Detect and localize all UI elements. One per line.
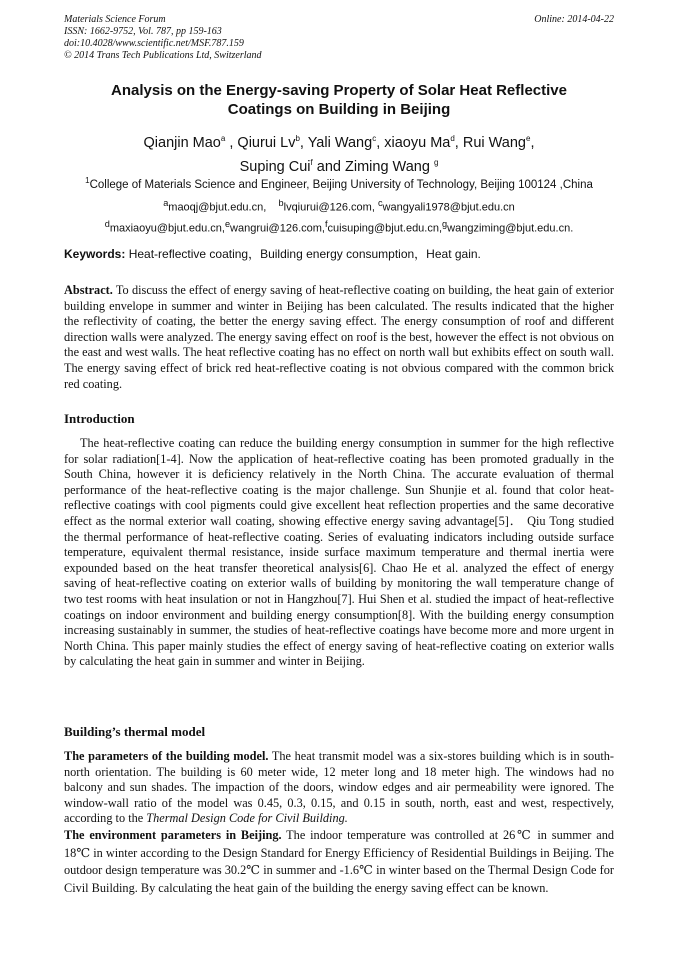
journal-name: Materials Science Forum <box>64 14 166 25</box>
author-name: Qianjin Mao <box>143 134 221 151</box>
keywords-label: Keywords: <box>64 247 126 261</box>
keywords <box>64 246 614 262</box>
email-line-2 <box>64 216 614 237</box>
environment-paragraph <box>64 827 614 897</box>
email-address[interactable]: wangrui@126.com, <box>230 222 325 235</box>
introduction-heading: Introduction <box>64 411 135 426</box>
keywords-text: Heat-reflective coating，Building energy consumption，Heat gain. <box>125 247 481 261</box>
paper-title <box>64 81 614 119</box>
author-list <box>64 129 614 177</box>
email-line-1 <box>64 195 614 216</box>
email-address[interactable]: wangyali1978@bjut.edu.cn <box>382 201 515 214</box>
author-name: Yali Wang <box>307 134 373 151</box>
author-sup: c <box>372 134 377 143</box>
building-model-code: Thermal Design Code for Civil Building. <box>146 811 348 826</box>
building-model-label: The parameters of the building model. <box>64 749 269 763</box>
environment-text: The indoor temperature was controlled at 26℃ in summer and 18℃ in winter according to the Design Standard for Energy Efficiency of Residential Buildings in Beijing. The outdoor design temperature was 30.2℃ in summer and -1.6℃ in winter based on the Thermal Design Code for Civil Building. By calculating the heat gain of the building the energy saving effect can be known. <box>64 828 614 895</box>
author-sup: f <box>310 157 313 167</box>
building-model-text: The heat transmit model was a six-stores building which is in south-north orientation. The building is 60 meter wide, 12 meter long and 18 meter high. The windows had no balcony and sun shades. The impaction of the doors, window edges and air permeability were ignored. The window-wall ratio of the model was 0.45, 0.3, 0.15, and 0.15 in south, north, east and west, respectively, according to the <box>64 749 615 826</box>
email-sup: c <box>377 198 383 208</box>
author-sup: e <box>526 134 531 143</box>
title-line-2: Coatings on Building in Beijing <box>227 101 451 118</box>
building-model-paragraph <box>64 749 614 827</box>
email-address[interactable]: maoqj@bjut.edu.cn, <box>168 201 267 214</box>
environment-label: The environment parameters in Beijing. <box>64 828 282 842</box>
author-sup: a <box>220 134 226 143</box>
email-sup: g <box>442 218 448 229</box>
author-name: Qiurui Lv <box>237 134 296 151</box>
email-sup: b <box>278 198 284 208</box>
email-sup: d <box>104 218 110 229</box>
online-date: Online: 2014-04-22 <box>534 14 614 25</box>
author-line-1: Qianjin Mao$^a$ , Qiurui Lv$^b$, Yali Wang$^c$, xiaoyu Ma$^d$, Rui Wang$^e$, <box>143 134 535 151</box>
author-sup: d <box>450 134 455 143</box>
author-sup: b <box>295 134 300 143</box>
email-address[interactable]: maxiaoyu@bjut.edu.cn, <box>109 222 225 235</box>
affiliation <box>64 173 614 193</box>
affiliation-text: College of Materials Science and Engineer, Beijing University of Technology, Beijing 100124 ,China <box>89 178 593 191</box>
affiliation-sup: 1 <box>85 176 90 185</box>
email-list <box>64 195 614 236</box>
author-name: Suping Cui <box>239 158 311 175</box>
title-line-1: Analysis on the Energy-saving Property of Solar Heat Reflective <box>111 82 567 99</box>
thermal-model-heading: Building’s thermal model <box>64 724 206 739</box>
email-address[interactable]: lvqiurui@126.com, <box>283 201 378 214</box>
email-sup: a <box>163 198 169 208</box>
email-address[interactable]: wangziming@bjut.edu.cn. <box>447 222 574 235</box>
introduction-text: The heat-reflective coating can reduce the building energy consumption in summer for the high reflective for solar radiation[1-4]. Now the application of heat-reflective coating has been promoted gradually in the South China, however it is deficiency relatively in the North China. The accurate evaluation of thermal performance of the heat-reflective coating is the major challenge. Sun Shunjie et al. found that color heat-reflective coatings with cool pigments could give excellent heat reflection properties and the same decorative effect as the normal exterior wall coating, showing effective energy saving advantage[5]． Qiu Tong studied the thermal performance of heat-reflective coating. Series of evaluating indicators including outside surface temperature, equivalent thermal resistance, inside surface maximum temperature and thermal inertia were expounded based on the heat transfer theoretical analysis[6]. Chao He et al. analyzed the effect of energy saving of heat-reflective coating on exterior walls of building by monitoring the wall temperature change of two test rooms with heat insulation or not in Hangzhou[7]. Hui Shen et al. studied the impact of heat-reflective coatings on indoor environment and building energy consumption[8]. With the building energy consumption increasing sustainably in summer, the studies of heat-reflective coatings have become more and more urgent in North China. This paper mainly studies the effect of energy saving of heat-reflective coating on exterior walls by calculating the heat gain in summer and winter in Beijing. <box>64 436 614 669</box>
author-line-2: Suping Cui$^f$ and Ziming Wang $^g$ <box>239 157 439 175</box>
issn-line: ISSN: 1662-9752, Vol. 787, pp 159-163 <box>64 26 222 37</box>
email-address[interactable]: cuisuping@bjut.edu.cn, <box>327 222 443 235</box>
email-sup: e <box>224 218 231 229</box>
abstract-text: To discuss the effect of energy saving of heat-reflective coating on building, the heat gain of exterior building envelope in summer and winter in Beijing has been calculated. The results indicated that the higher the reflectivity of coating, the better the energy saving effect. The energy consumption of roof and different direction walls were analyzed. The energy saving effect on roof is the best, however the effect is not obvious on the east and west walls. The heat reflective coating has no effect on north wall but exhibits effect on south wall. The energy saving effect of brick red heat-reflective coating is not obvious compared with the common brick red coating. <box>64 283 614 391</box>
abstract-label: Abstract. <box>64 283 113 297</box>
author-sup: g <box>433 157 439 167</box>
author-name: Rui Wang <box>462 134 526 151</box>
journal-header <box>64 14 262 62</box>
abstract <box>64 283 614 392</box>
email-sup: f <box>324 218 328 229</box>
doi-line: doi:10.4028/www.scientific.net/MSF.787.159 <box>64 38 244 49</box>
author-name: Ziming Wang <box>345 158 430 175</box>
copyright-line: © 2014 Trans Tech Publications Ltd, Switzerland <box>64 50 262 61</box>
author-name: xiaoyu Ma <box>384 134 451 151</box>
